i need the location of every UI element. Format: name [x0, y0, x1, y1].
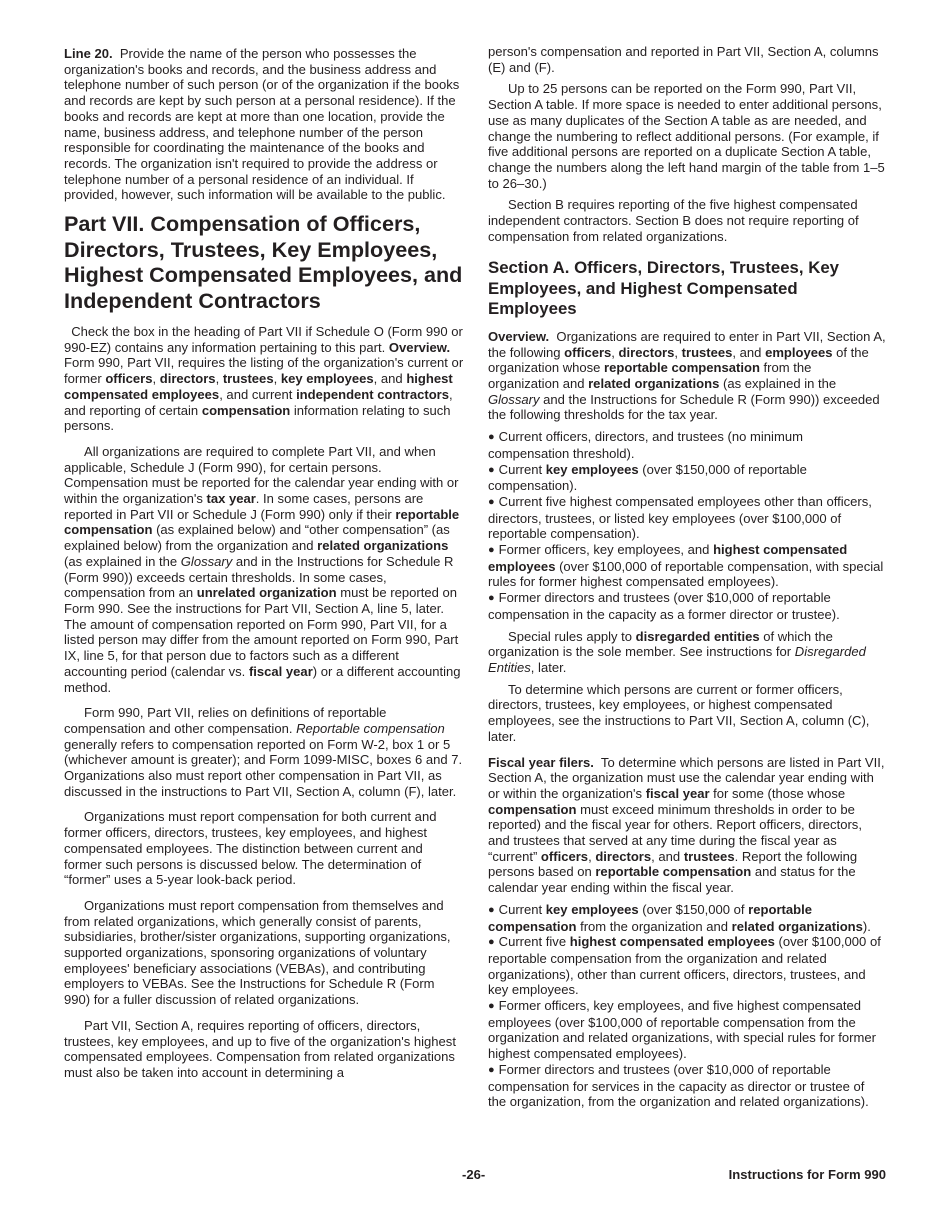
bullet-icon: ● — [488, 936, 495, 949]
special-rules-paragraph: Special rules apply to disregarded entities of which the organization is the sole member. See instructions for Disregarded Entities, later. — [488, 628, 866, 675]
bullet-icon: ● — [488, 544, 495, 557]
list-item: ● Former directors and trustees (over $10,000 of reportable compensation in the capacity as a former director or trustee). — [488, 590, 840, 622]
list-item: ● Current officers, directors, and trustees (no minimum compensation threshold). — [488, 429, 803, 461]
left-column — [64, 46, 464, 1087]
bullet-icon: ● — [488, 903, 495, 916]
fiscal-year-heading: Fiscal year filers. — [488, 754, 594, 770]
overview-heading: Overview. — [388, 339, 451, 355]
document-title: Instructions for Form 990 — [728, 1167, 886, 1182]
up-to-25-paragraph: Up to 25 persons can be reported on the Form 990, Part VII, Section A table. If more space is needed to enter additional persons, use as many duplicates of the Section A table as are needed, and change the numbering to reflect additional persons. (For example, if five additional persons are reported on a duplicate Section A table, change the numbers along the left hand margin of the table from 1–5 to 26–30.) — [488, 81, 885, 191]
bullet-icon: ● — [488, 1063, 495, 1076]
section-a-paragraph: Part VII, Section A, requires reporting of officers, directors, trustees, key employees, and up to five of the organization's highest compensated employees. Compensation from related organizations must also be taken into account in determining a — [64, 1017, 456, 1080]
thresholds-list — [488, 429, 886, 622]
list-item: ● Former directors and trustees (over $10,000 of reportable compensation for services in the capacity as director or trustee of the organization, from the organization and related organizations). — [488, 1061, 869, 1110]
list-item: ● Former officers, key employees, and highest compensated employees (over $100,000 of reportable compensation, with special rules for former highest compensated employees). — [488, 542, 884, 590]
fiscal-year-paragraph: Fiscal year filers. To determine which persons are listed in Part VII, Section A, the organization must use the calendar year ending with or within the organization's fiscal year for some (those whose compensation must exceed minimum thresholds in order to be reported) and the fiscal year for others. Report officers, directors, and trustees that served at any time during the fiscal year as “current” officers, directors, and trustees. Report the following persons based on reportable compensation and status for the calendar year ending within the fiscal year. — [488, 754, 885, 896]
current-former-paragraph: Organizations must report compensation for both current and former officers, directors, trustees, key employees, and highest compensated employees. The distinction between current and former such persons is discussed below. The determination of “former” uses a 5-year look-back period. — [64, 809, 437, 888]
related-orgs-paragraph: Organizations must report compensation from themselves and from related organizations, which generally consist of parents, subsidiaries, brother/sister organizations, supporting organizations, supported organizations, sponsoring organizations of voluntary employees' beneficiary associations (VEBAs), and contributing employers to VEBAs. See the Instructions for Schedule R (Form 990) for a fuller discussion of related organizations. — [64, 897, 451, 1008]
section-a-overview: Overview. Organizations are required to enter in Part VII, Section A, the following officers, directors, trustees, and employees of the organization whose reportable compensation from the organization and related organizations (as explained in the Glossary and the Instructions for Schedule R (Form 990)) exceeded the following thresholds for the tax year. — [488, 328, 886, 423]
list-item: ● Current key employees (over $150,000 of reportable compensation from the organization and related organizations). — [488, 901, 871, 934]
line20-paragraph: Line 20. Provide the name of the person who possesses the organization's books and records, and the business address and telephone number of such person (or of the organization if the books and records are kept by such person at a personal residence). If the books and records are kept at more than one location, provide the name, business address, and telephone number of the person responsible for coordinating the maintenance of the books and records. The organization isn't required to provide the address or telephone number of a personal residence of an individual. If provided, however, such information will be available to the public. — [64, 46, 460, 203]
bullet-icon: ● — [488, 431, 495, 444]
bullet-icon: ● — [488, 463, 495, 476]
bullet-icon: ● — [488, 1000, 495, 1013]
section-b-paragraph: Section B requires reporting of the five highest compensated independent contractors. Section B does not require reporting of compensation from related organizations. — [488, 197, 859, 244]
check-box-paragraph: Check the box in the heading of Part VII if Schedule O (Form 990 or 990-EZ) contains any information pertaining to this part. Overview. Form 990, Part VII, requires the listing of the organization's current or former officers, directors, trustees, key employees, and highest compensated employees, and current independent contractors, and reporting of certain compensation information relating to such persons. — [64, 324, 464, 434]
section-a-title: Section A. Officers, Directors, Trustees, Key Employees, and Highest Compensated Employees — [488, 258, 839, 319]
line20-heading: Line 20. — [64, 46, 113, 61]
bullet-icon: ● — [488, 592, 495, 605]
part7-title: Part VII. Compensation of Officers, Directors, Trustees, Key Employees, Highest Compensated Employees, and Independent Contractors — [64, 211, 463, 313]
relies-paragraph: Form 990, Part VII, relies on definitions of reportable compensation and other compensation. Reportable compensation generally refers to compensation reported on Form W-2, box 1 or 5 (whichever amount is greater); and Form 1099-MISC, boxes 6 and 7. Organizations also must report other compensation in Part VII, as discussed in the instructions to Part VII, Section A, column (F), later. — [64, 705, 463, 799]
list-item: ● Former officers, key employees, and five highest compensated employees (over $100,000 of reportable compensation from the organization and related organizations, with special rules for former highest compensated employees). — [488, 998, 876, 1062]
continued-paragraph: person's compensation and reported in Part VII, Section A, columns (E) and (F). — [488, 44, 879, 75]
page-number: -26- — [462, 1167, 486, 1182]
all-organizations-paragraph: All organizations are required to complete Part VII, and when applicable, Schedule J (Form 990), for certain persons. Compensation must be reported for the calendar year ending with or within the organization's tax year. In some cases, persons are reported in Part VII or Schedule J (Form 990) only if their reportable compensation (as explained below) and “other compensation” (as explained below) from the organization and related organizations (as explained in the Glossary and in the Instructions for Schedule R (Form 990)) exceeds certain thresholds. In some cases, compensation from an unrelated organization must be reported on Form 990. See the instructions for Part VII, Section A, line 5, later. The amount of compensation reported on Form 990, Part VII, for a listed person may differ from the amount reported on Form 990, Part IX, line 5, for that person due to factors such as a different accounting period (calendar vs. fiscal year) or a different accounting method. — [64, 443, 461, 695]
list-item: ● Current five highest compensated employees other than officers, directors, trustees, or listed key employees (over $100,000 of reportable compensation). — [488, 493, 872, 542]
right-column — [488, 44, 886, 1116]
fiscal-year-list — [488, 902, 886, 1110]
list-item: ● Current five highest compensated employees (over $100,000 of reportable compensation from the organization and related organizations), other than current officers, directors, trustees, and key employees. — [488, 934, 881, 998]
determine-paragraph: To determine which persons are current or former officers, directors, trustees, key employees, or highest compensated employees, see the instructions to Part VII, Section A, column (C), later. — [488, 681, 870, 744]
list-item: ● Current key employees (over $150,000 of reportable compensation). — [488, 461, 807, 494]
bullet-icon: ● — [488, 495, 495, 508]
